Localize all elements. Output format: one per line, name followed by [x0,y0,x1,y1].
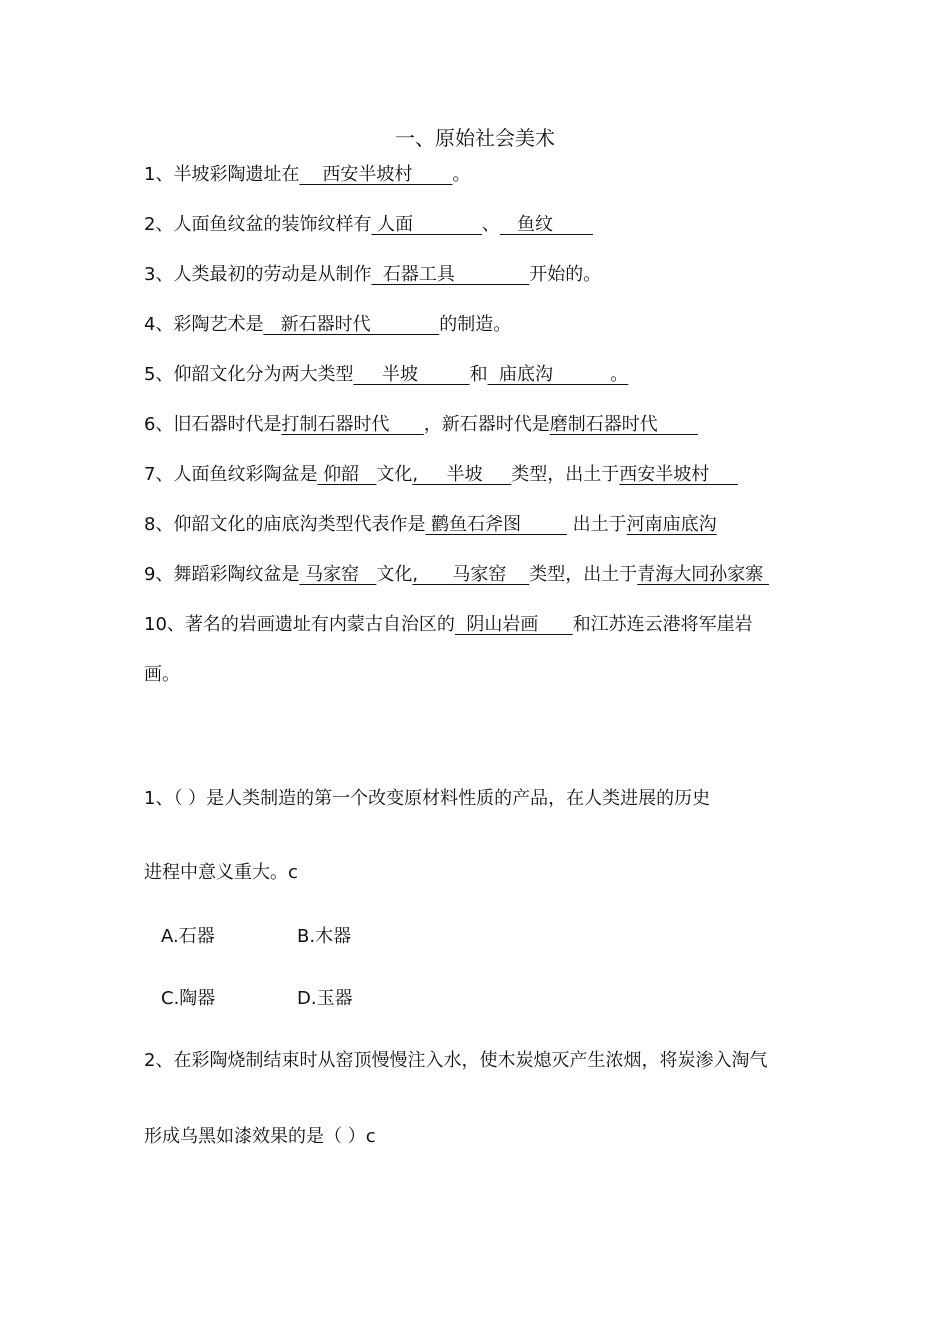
question-text: ，新石器时代是 [423,414,550,435]
answer-blank: 打制石器时代 [281,414,424,435]
fill-question-1 [144,162,470,188]
answer-blank: 庙底沟 。 [487,364,629,385]
question-text: 类型，出土于 [511,464,620,485]
question-text: 文化 [376,464,413,485]
answer-blank: 人面 [371,214,482,235]
answer-blank: 青海大同孙家寨 [637,564,770,585]
fill-question-7 [144,462,738,488]
answer-blank: 石器工具 [371,264,530,285]
question-text: 10、著名的岩画遗址有内蒙古自治区的 [144,614,455,635]
answer-blank: 西安半坡村 [299,164,453,185]
answer-blank: , 马家窑 [412,564,530,585]
fill-question-3 [144,262,601,288]
question-2-line-2: 形成乌黑如漆效果的是（ ）c [144,1126,376,1147]
question-text: 4、彩陶艺术是 [144,314,264,335]
answer-blank: 鱼纹 [499,214,594,235]
question-text: 8、仰韶文化的庙底沟类型代表作是 [144,514,426,535]
answer-blank: 阴山岩画 [454,614,573,635]
answer-blank: 磨制石器时代 [549,414,698,435]
question-text: 6、旧石器时代是 [144,414,282,435]
question-text: 7、人面鱼纹彩陶盆是 [144,464,318,485]
question-text: 类型，出土于 [529,564,638,585]
question-text: 画。 [144,664,180,685]
question-text: 1、半坡彩陶遗址在 [144,164,300,185]
question-1-line-1: 1、（ ）是人类制造的第一个改变原材料性质的产品，在人类进展的历史 [144,788,711,809]
fill-question-6 [144,412,698,438]
answer-blank: 河南庙底沟 [626,514,717,535]
question-text: 和江苏连云港将军崖岩 [572,614,753,635]
answer-blank: 新石器时代 [263,314,440,335]
fill-question-4 [144,312,511,338]
option-d: D.玉器 [297,988,353,1009]
question-text: 。 [452,164,471,185]
question-text: 2、人面鱼纹盆的装饰纹样有 [144,214,372,235]
answer-blank: 半坡 [353,364,470,385]
fill-question-8 [144,512,717,538]
fill-question-2 [144,212,593,238]
answer-blank: 西安半坡村 [619,464,738,485]
question-text: 文化 [376,564,413,585]
question-text: 和 [469,364,488,385]
option-c: C.陶器 [161,988,216,1009]
option-a: A.石器 [161,926,215,947]
question-text: 的制造。 [439,314,512,335]
answer-blank: 鹳鱼石斧图 [425,514,567,535]
fill-question-10 [144,612,753,638]
answer-blank: 仰韶 [317,464,377,485]
question-text: 9、舞蹈彩陶纹盆是 [144,564,300,585]
page-title: 一、原始社会美术 [395,126,555,150]
question-text: 、 [481,214,500,235]
option-b: B.木器 [297,926,352,947]
question-text: 出土于 [566,514,627,535]
answer-blank: , 半坡 [412,464,512,485]
fill-question-11 [144,662,180,688]
fill-question-5 [144,362,628,388]
answer-blank: 马家窑 [299,564,377,585]
fill-question-9 [144,562,769,588]
question-text: 5、仰韶文化分为两大类型 [144,364,354,385]
question-2-line-1: 2、在彩陶烧制结束时从窑顶慢慢注入水，使木炭熄灭产生浓烟，将炭渗入淘气 [144,1050,768,1071]
question-1-line-2: 进程中意义重大。c [144,862,298,883]
question-text: 3、人类最初的劳动是从制作 [144,264,372,285]
question-text: 开始的。 [529,264,602,285]
